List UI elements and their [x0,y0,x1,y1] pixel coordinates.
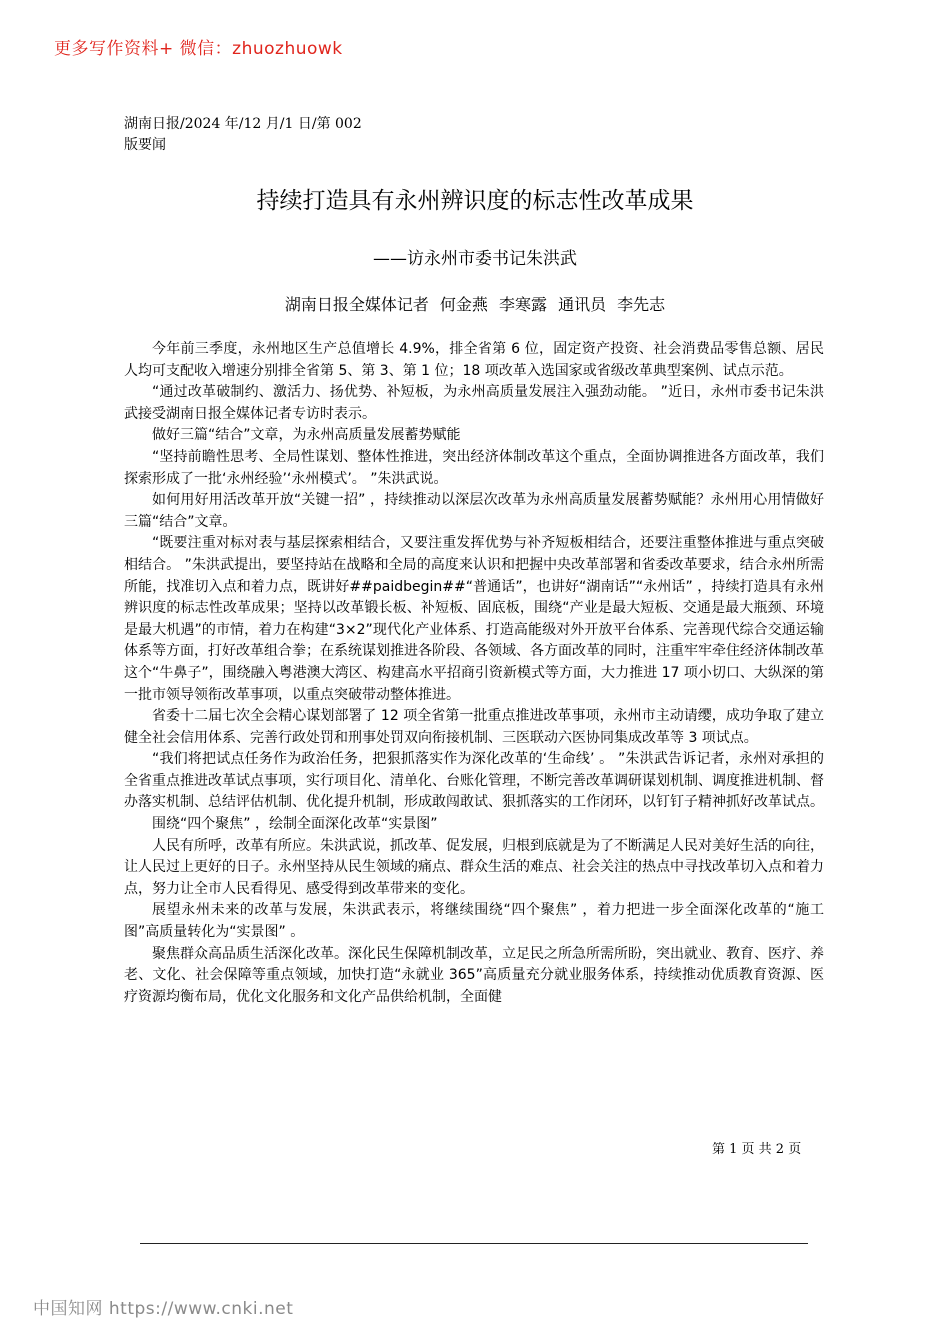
article-title: 持续打造具有永州辨识度的标志性改革成果 [256,188,694,214]
source-info [124,114,362,156]
paragraph: “通过改革破制约、激活力、扬优势、补短板，为永州高质量发展注入强劲动能。 ”近日，永州市委书记朱洪武接受湖南日报全媒体记者专访时表示。 [124,384,824,422]
page-number: 第 1 页 共 2 页 [712,1142,802,1157]
section-heading: 围绕“四个聚焦” ，绘制全面深化改革“实景图” [152,816,438,833]
paragraph: “既要注重对标对表与基层探索相结合，又要注重发挥优势与补齐短板相结合，还要注重整体推进与重点突破相结合。 ”朱洪武提出，要坚持站在战略和全局的高度来认识和把握中央改革部署和省委改革要求，结合永州所需所能，找准切入点和着力点，既讲好##paidbegin##“普通话”，也讲好“湖南话”“永州话” ，持续打造具有永州辨识度的标志性改革成果；坚持以改革锻长板、补短板、固底板，围绕“产业是最大短板、交通是最大瓶颈、环境是最大机遇”的市情，着力在构建“3×2”现代化产业体系、打造高能级对外开放平台体系、完善现代综合交通运输体系等方面，打好改革组合拳；在系统谋划推进各阶段、各领域、各方面改革的同时，注重牢牢牵住经济体制改革这个“牛鼻子”，围绕融入粤港澳大湾区、构建高水平招商引资新模式等方面，大力推进 17 项小切口、大纵深的第一批市领导领衔改革事项，以重点突破带动整体推进。 [124,535,824,703]
paragraph: 人民有所呼，改革有所应。朱洪武说，抓改革、促发展，归根到底就是为了不断满足人民对美好生活的向往，让人民过上更好的日子。永州坚持从民生领域的痛点、群众生活的难点、社会关注的热点中寻找改革切入点和着力点，努力让全市人民看得见、感受得到改革带来的变化。 [124,837,824,897]
cnki-watermark: 中国知网 https://www.cnki.net [33,1299,294,1319]
paragraph: 省委十二届七次全会精心谋划部署了 12 项全省第一批重点推进改革事项，永州市主动请缨，成功争取了建立健全社会信用体系、完善行政处罚和刑事处罚双向衔接机制、三医联动六医协同集成改革等 3 项试点。 [124,708,824,746]
paragraph: “坚持前瞻性思考、全局性谋划、整体性推进，突出经济体制改革这个重点，全面协调推进各方面改革，我们探索形成了一批‘永州经验’‘永州模式’。 ”朱洪武说。 [124,448,824,487]
paragraph: “我们将把试点任务作为政治任务，把狠抓落实作为深化改革的‘生命线’ 。 ”朱洪武告诉记者，永州对承担的全省重点推进改革试点事项，实行项目化、清单化、台账化管理，不断完善改革调研谋划机制、调度推进机制、督办落实机制、总结评估机制、优化提升机制，形成敢闯敢试、狠抓落实的工作闭环，以钉钉子精神抓好改革试点。 [124,751,824,811]
paragraph: 聚焦群众高品质生活深化改革。深化民生保障机制改革，立足民之所急所需所盼，突出就业、教育、医疗、养老、文化、社会保障等重点领域，加快打造“永就业 365”高质量充分就业服务体系，持续推动优质教育资源、医疗资源均衡布局，优化文化服务和文化产品供给机制，全面健 [124,945,824,1005]
article-subtitle: ——访永州市委书记朱洪武 [373,249,577,269]
source-line-2: 版要闻 [124,137,166,153]
promo-banner: 更多写作资料+ 微信：zhuozhuowk [54,39,343,59]
footer-divider [140,1243,808,1244]
paragraph: 今年前三季度，永州地区生产总值增长 4.9%，排全省第 6 位，固定资产投资、社会消费品零售总额、居民人均可支配收入增速分别排全省第 5、第 3、第 1 位；18 项改革入选国家或省级改革典型案例、试点示范。 [124,341,824,379]
section-heading: 做好三篇“结合”文章，为永州高质量发展蓄势赋能 [152,427,461,444]
paragraph: 如何用好用活改革开放“关键一招” ，持续推动以深层次改革为永州高质量发展蓄势赋能？永州用心用情做好三篇“结合”文章。 [124,492,824,530]
article-byline: 湖南日报全媒体记者 何金燕 李寒露 通讯员 李先志 [284,295,666,314]
paragraph: 展望永州未来的改革与发展，朱洪武表示，将继续围绕“四个聚焦” ，着力把进一步全面深化改革的“施工图”高质量转化为“实景图” 。 [124,902,824,941]
source-line-1: 湖南日报/2024 年/12 月/1 日/第 002 [124,116,362,132]
article-body [124,339,824,1008]
